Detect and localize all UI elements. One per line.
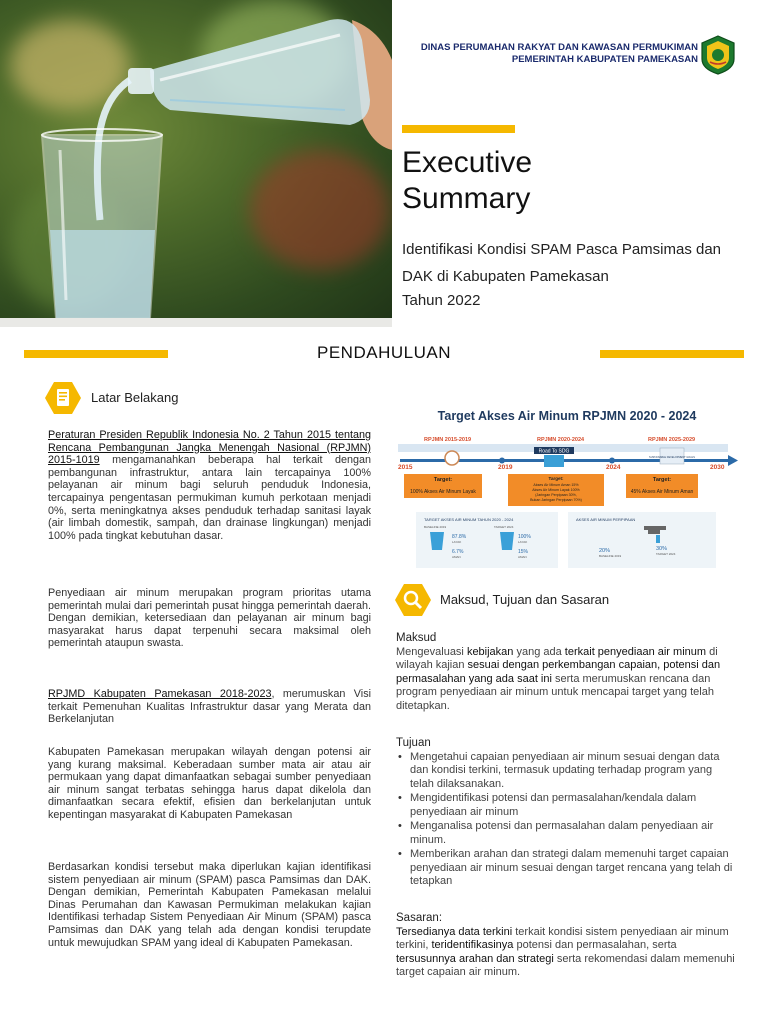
maksud-section [396,632,736,713]
panel-2-v1-label: BASELINE 2019 [599,554,622,558]
title-line-2: Summary [402,182,531,215]
keyword-phrase: kebijakan [466,645,514,658]
panel-2-v2: 30% [656,546,668,552]
maksud-label: Maksud [396,632,437,644]
hero-photo-water-pouring [0,0,392,327]
year-2015: 2015 [398,464,413,471]
paragraph-1-body: mengamanahkan beberapa hal terkait dengan pembangunan infrastruktur, antara lain tercapainya 100% pelayanan air minum bagi seluruh penduduk Indonesia, tercapainya pengentasan permukiman kumuh perkotaan menjadi 0%, serta meningkatnya akses penduduk terhadap sanitasi layak (air limbah domestik, sampah, dan drainase lingkungan) menjadi 100% pada tingkat kebutuhan dasar. [48,454,371,542]
target-2-line-2: Akses Air Minum Layak 100% [532,488,580,492]
keyword-phrase: tersusunnya arahan dan strategi [396,952,554,965]
panel-1-v3-label: LAYAK [518,540,528,544]
panel-2-v2-label: TARGET 2024 [656,552,676,556]
tujuan-item: • Mengetahui capaian penyediaan air minum sesuai dengan data dan kondisi terkini, termasuk updating terhadap program yang telah dilaksanakan. [396,751,736,792]
period-1: RPJMN 2015-2019 [424,437,472,443]
text-run: serta rekomendasi dalam memenuhi target capaian air minum. [396,952,735,978]
target-2-line-3: (Jaringan Perpipaan 30%, [535,493,577,497]
panel-1-v4-label: AMAN [518,555,527,559]
org-line-1: DINAS PERUMAHAN RAKYAT DAN KAWASAN PERMUKIMAN [420,42,698,53]
tujuan-list [396,751,736,889]
year-2030: 2030 [710,464,725,471]
target-label-2: Target: [548,476,564,481]
sasaran-text [396,926,736,980]
panel-1-v2: 6.7% [452,549,464,555]
perpres-reference: Peraturan Presiden Republik Indonesia No. 2 Tahun 2015 tentang Rencana Pembangunan Jangka Menengah Nasional (RPJMN) 2015-1019 [48,429,371,467]
tujuan-item: • Memberikan arahan dan strategi dalam memenuhi target capaian penyediaan air minum sesuai dengan target rencana yang telah di tetapkan [396,848,736,889]
document-hex-icon [44,381,82,415]
panel-2-v1: 20% [599,548,611,554]
org-line-2: PEMERINTAH KABUPATEN PAMEKASAN [511,54,698,65]
rpjmn-target-infographic [394,402,740,582]
paragraph-1 [48,429,371,542]
year-2024: 2024 [606,464,621,471]
paragraph-3 [48,688,371,726]
panel-1-v1: 87.8% [452,534,467,540]
target-1-text: 100% Akses Air Minum Layak [410,489,476,495]
latar-belakang-heading: Latar Belakang [91,390,179,405]
text-run: terkait kondisi sistem penyediaan air minum terkini, [396,925,729,951]
text-run: yang ada [513,645,565,658]
infographic-title: Target Akses Air Minum RPJMN 2020 - 2024 [437,409,697,423]
tujuan-label: Tujuan [396,737,431,749]
accent-bar-title [402,125,515,133]
period-2: RPJMN 2020-2024 [537,437,585,443]
glass-target-icon [500,532,514,550]
sasaran-label: Sasaran: [396,912,443,924]
organization-name [378,42,698,66]
water-bottle-glass-illustration [0,0,392,327]
keyword-phrase: Tersedianya data terkini [396,925,513,938]
maksud-tujuan-heading: Maksud, Tujuan dan Sasaran [440,592,610,607]
paragraph-3-body: , merumuskan Visi terkait Pemenuhan Kualitas Infrastruktur dasar yang Merata dan Berkelanjutan [48,688,371,726]
target-2-line-1: Akses Air Minum Aman 15% [533,483,579,487]
panel-1-v2-label: AMAN [452,555,461,559]
tujuan-item: • Menganalisa potensi dan permasalahan dalam penyediaan air minum. [396,820,736,847]
subtitle-line-3: Tahun 2022 [402,292,481,309]
subtitle-line-2: DAK di Kabupaten Pamekasan [402,268,609,285]
target-2-line-4: Bukan Jaringan Perpipaan 70%) [530,498,582,502]
period-3: RPJMN 2025-2029 [648,437,696,443]
target-label-3: Target: [652,477,672,483]
sdg-goals-label: SUSTAINABLE DEVELOPMENT GOALS [649,456,695,459]
target-3-text: 45% Akses Air Minum Aman [630,489,694,495]
paragraph-2: Penyediaan air minum merupakan program prioritas utama pemerintah mulai dari pemerintah pusat hingga pemerintah daerah. Dengan demikian, ketersediaan dan pelayanan air minum bagi masyarakat harus dapat terpenuhi secara maksimal oleh pemerintah ataupun swasta. [48,587,371,650]
panel-1-target: TARGET 2024 [494,525,514,529]
panel-1-v4: 15% [518,549,529,555]
text-run: serta merumuskan rencana dan program penyediaan air minum untuk mencapai target yang telah ditetapkan. [396,672,714,712]
maksud-text [396,646,736,714]
title-line-1: Executive [402,146,533,179]
text-run: Mengevaluasi [396,645,467,658]
rpjmd-reference: RPJMD Kabupaten Pamekasan 2018-2023 [48,688,272,700]
keyword-phrase: sesuai dengan perkembangan capaian, potensi dan permasalahan yang ada saat ini [396,659,721,685]
pamekasan-logo-icon [700,35,736,75]
glass-baseline-icon [430,532,444,550]
panel-1-baseline: BASELINE 2019 [424,525,447,529]
year-2019: 2019 [498,464,513,471]
subtitle-line-1: Identifikasi Kondisi SPAM Pasca Pamsimas dan [402,241,722,258]
search-hex-icon [394,583,432,617]
sasaran-section [396,912,736,980]
road-to-sdg: Road To SDG [538,448,570,455]
target-label-1: Target: [433,477,453,483]
tujuan-section [396,737,736,890]
panel-1-v1-label: LAYAK [452,540,462,544]
section-title: PENDAHULUAN [317,343,451,362]
panel-1-title: TARGET AKSES AIR MINUM TAHUN 2020 - 2024 [424,517,514,522]
page-title [402,145,742,217]
paragraph-5: Berdasarkan kondisi tersebut maka diperlukan kajian identifikasi sistem penyediaan air minum (SPAM) pasca Pamsimas dan DAK. Dengan demikian, Pemerintah Kabupaten Pamekasan melalui Dinas Perumahan dan Kawasan Permukiman melakukan kajian Identifikasi terhadap Sistem Penyediaan Air Minum (SPAM) pasca Pamsimas dan DAK yang telah ada dengan kondisi terupdate untuk mewujudkan SPAM yang ideal di Kabupaten Pamekasan. [48,861,371,949]
paragraph-4: Kabupaten Pamekasan merupakan wilayah dengan potensi air yang kurang maksimal. Keberadaan sumber mata air atau air permukaan yang dapat dimanfaatkan sebagai sumber penyediaan air minum sangat terbatas sehingga harus dapat dikelola dan dimanfaatkan secara efektif, efisien dan berkelanjutan untuk kepentingan masyarakat di Kabupaten Pamekasan [48,746,371,821]
panel-1-v3: 100% [518,534,531,540]
text-run: potensi dan permasalahan, serta [513,939,677,951]
keyword-phrase: terkait penyediaan air minum [564,645,707,658]
sdg-wheel-icon [445,451,459,465]
tujuan-item: • Mengidentifikasi potensi dan permasalahan/kendala dalam penyediaan air minum [396,792,736,819]
keyword-phrase: teridentifikasinya [431,939,514,951]
panel-2-title: AKSES AIR MINUM PERPIPAAN [576,517,636,522]
text-run: di wilayah kajian [396,645,718,671]
sdg-water-icon [544,455,564,467]
page-subtitle [402,236,752,314]
